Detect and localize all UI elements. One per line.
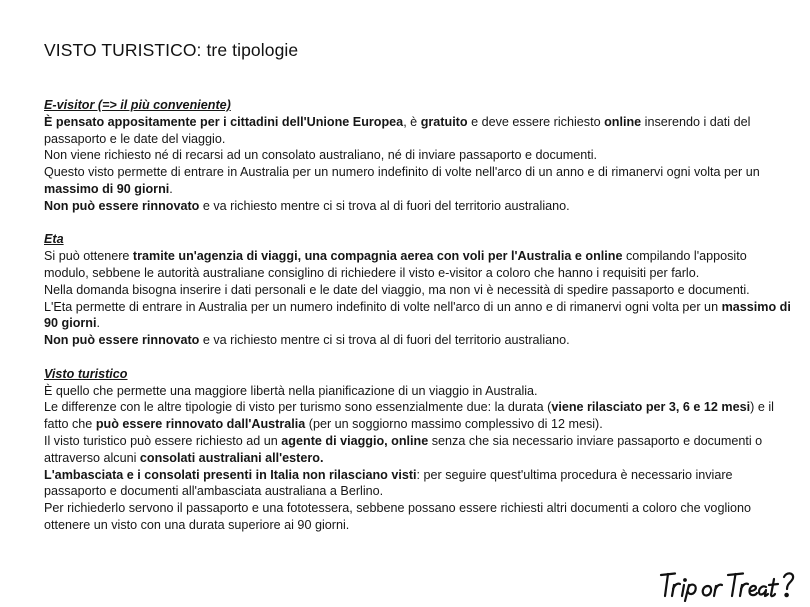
paragraph-visto-5: Per richiederlo servono il passaporto e una fototessera, sebbene possano essere richiesti altri documenti a coloro che vogliono ottenere un visto con una durata superiore ai 90 giorni. <box>44 501 752 532</box>
section-heading-visto-turistico: Visto turistico <box>44 366 128 381</box>
paragraph-evisitor-2: Non viene richiesto né di recarsi ad un consolato australiano, né di inviare passaporto e documenti. <box>44 148 598 163</box>
paragraph-eta-3: L'Eta permette di entrare in Australia per un numero indefinito di volte nell'arco di un anno e di rimanervi ogni volta per un massimo di 90 giorni. <box>44 299 791 331</box>
paragraph-evisitor-4: Non può essere rinnovato e va richiesto mentre ci si trova al di fuori del territorio australiano. <box>44 198 570 213</box>
paragraph-evisitor-1: È pensato appositamente per i cittadini dell'Unione Europea, è gratuito e deve essere richiesto online inserendo i dati del passaporto e le date del viaggio. <box>44 114 751 146</box>
section-heading-evisitor: E-visitor (=> il più conveniente) <box>44 98 231 112</box>
paragraph-eta-4: Non può essere rinnovato e va richiesto mentre ci si trova al di fuori del territorio australiano. <box>44 333 570 348</box>
paragraph-evisitor-3: Questo visto permette di entrare in Australia per un numero indefinito di volte nell'arco di un anno e di rimanervi ogni volta per un massimo di 90 giorni. <box>44 165 760 196</box>
paragraph-visto-1: È quello che permette una maggiore libertà nella pianificazione di un viaggio in Australia. <box>44 383 538 398</box>
paragraph-visto-4: L'ambasciata e i consolati presenti in Italia non rilasciano visti: per seguire quest'ultima procedura è necessario inviare passaporto e documenti all'ambasciata australiana a Berlino. <box>44 467 733 499</box>
section-heading-eta: Eta <box>44 232 64 247</box>
paragraph-eta-1: Si può ottenere tramite un'agenzia di viaggi, una compagnia aerea con voli per l'Australia e online compilando l'apposito modulo, sebbene le autorità australiane consiglino di richiedere il visto e-visitor a coloro che hanno i requisiti per farlo. <box>44 249 747 280</box>
trip-or-treat-logo <box>658 568 800 602</box>
page-title: VISTO TURISTICO: tre tipologie <box>44 40 299 60</box>
paragraph-visto-3: Il visto turistico può essere richiesto ad un agente di viaggio, online senza che sia necessario inviare passaporto e documenti o attraverso alcuni consolati australiani all'estero. <box>44 433 763 465</box>
paragraph-eta-2: Nella domanda bisogna inserire i dati personali e le date del viaggio, ma non vi è necessità di spedire passaporto e documenti. <box>44 282 750 297</box>
paragraph-visto-2: Le differenze con le altre tipologie di visto per turismo sono essenzialmente due: la durata (viene rilasciato per 3, 6 e 12 mesi) e il fatto che può essere rinnovato dall'Australia (per un soggiorno massimo complessivo di 12 mesi). <box>44 400 774 432</box>
content-body <box>44 97 794 534</box>
